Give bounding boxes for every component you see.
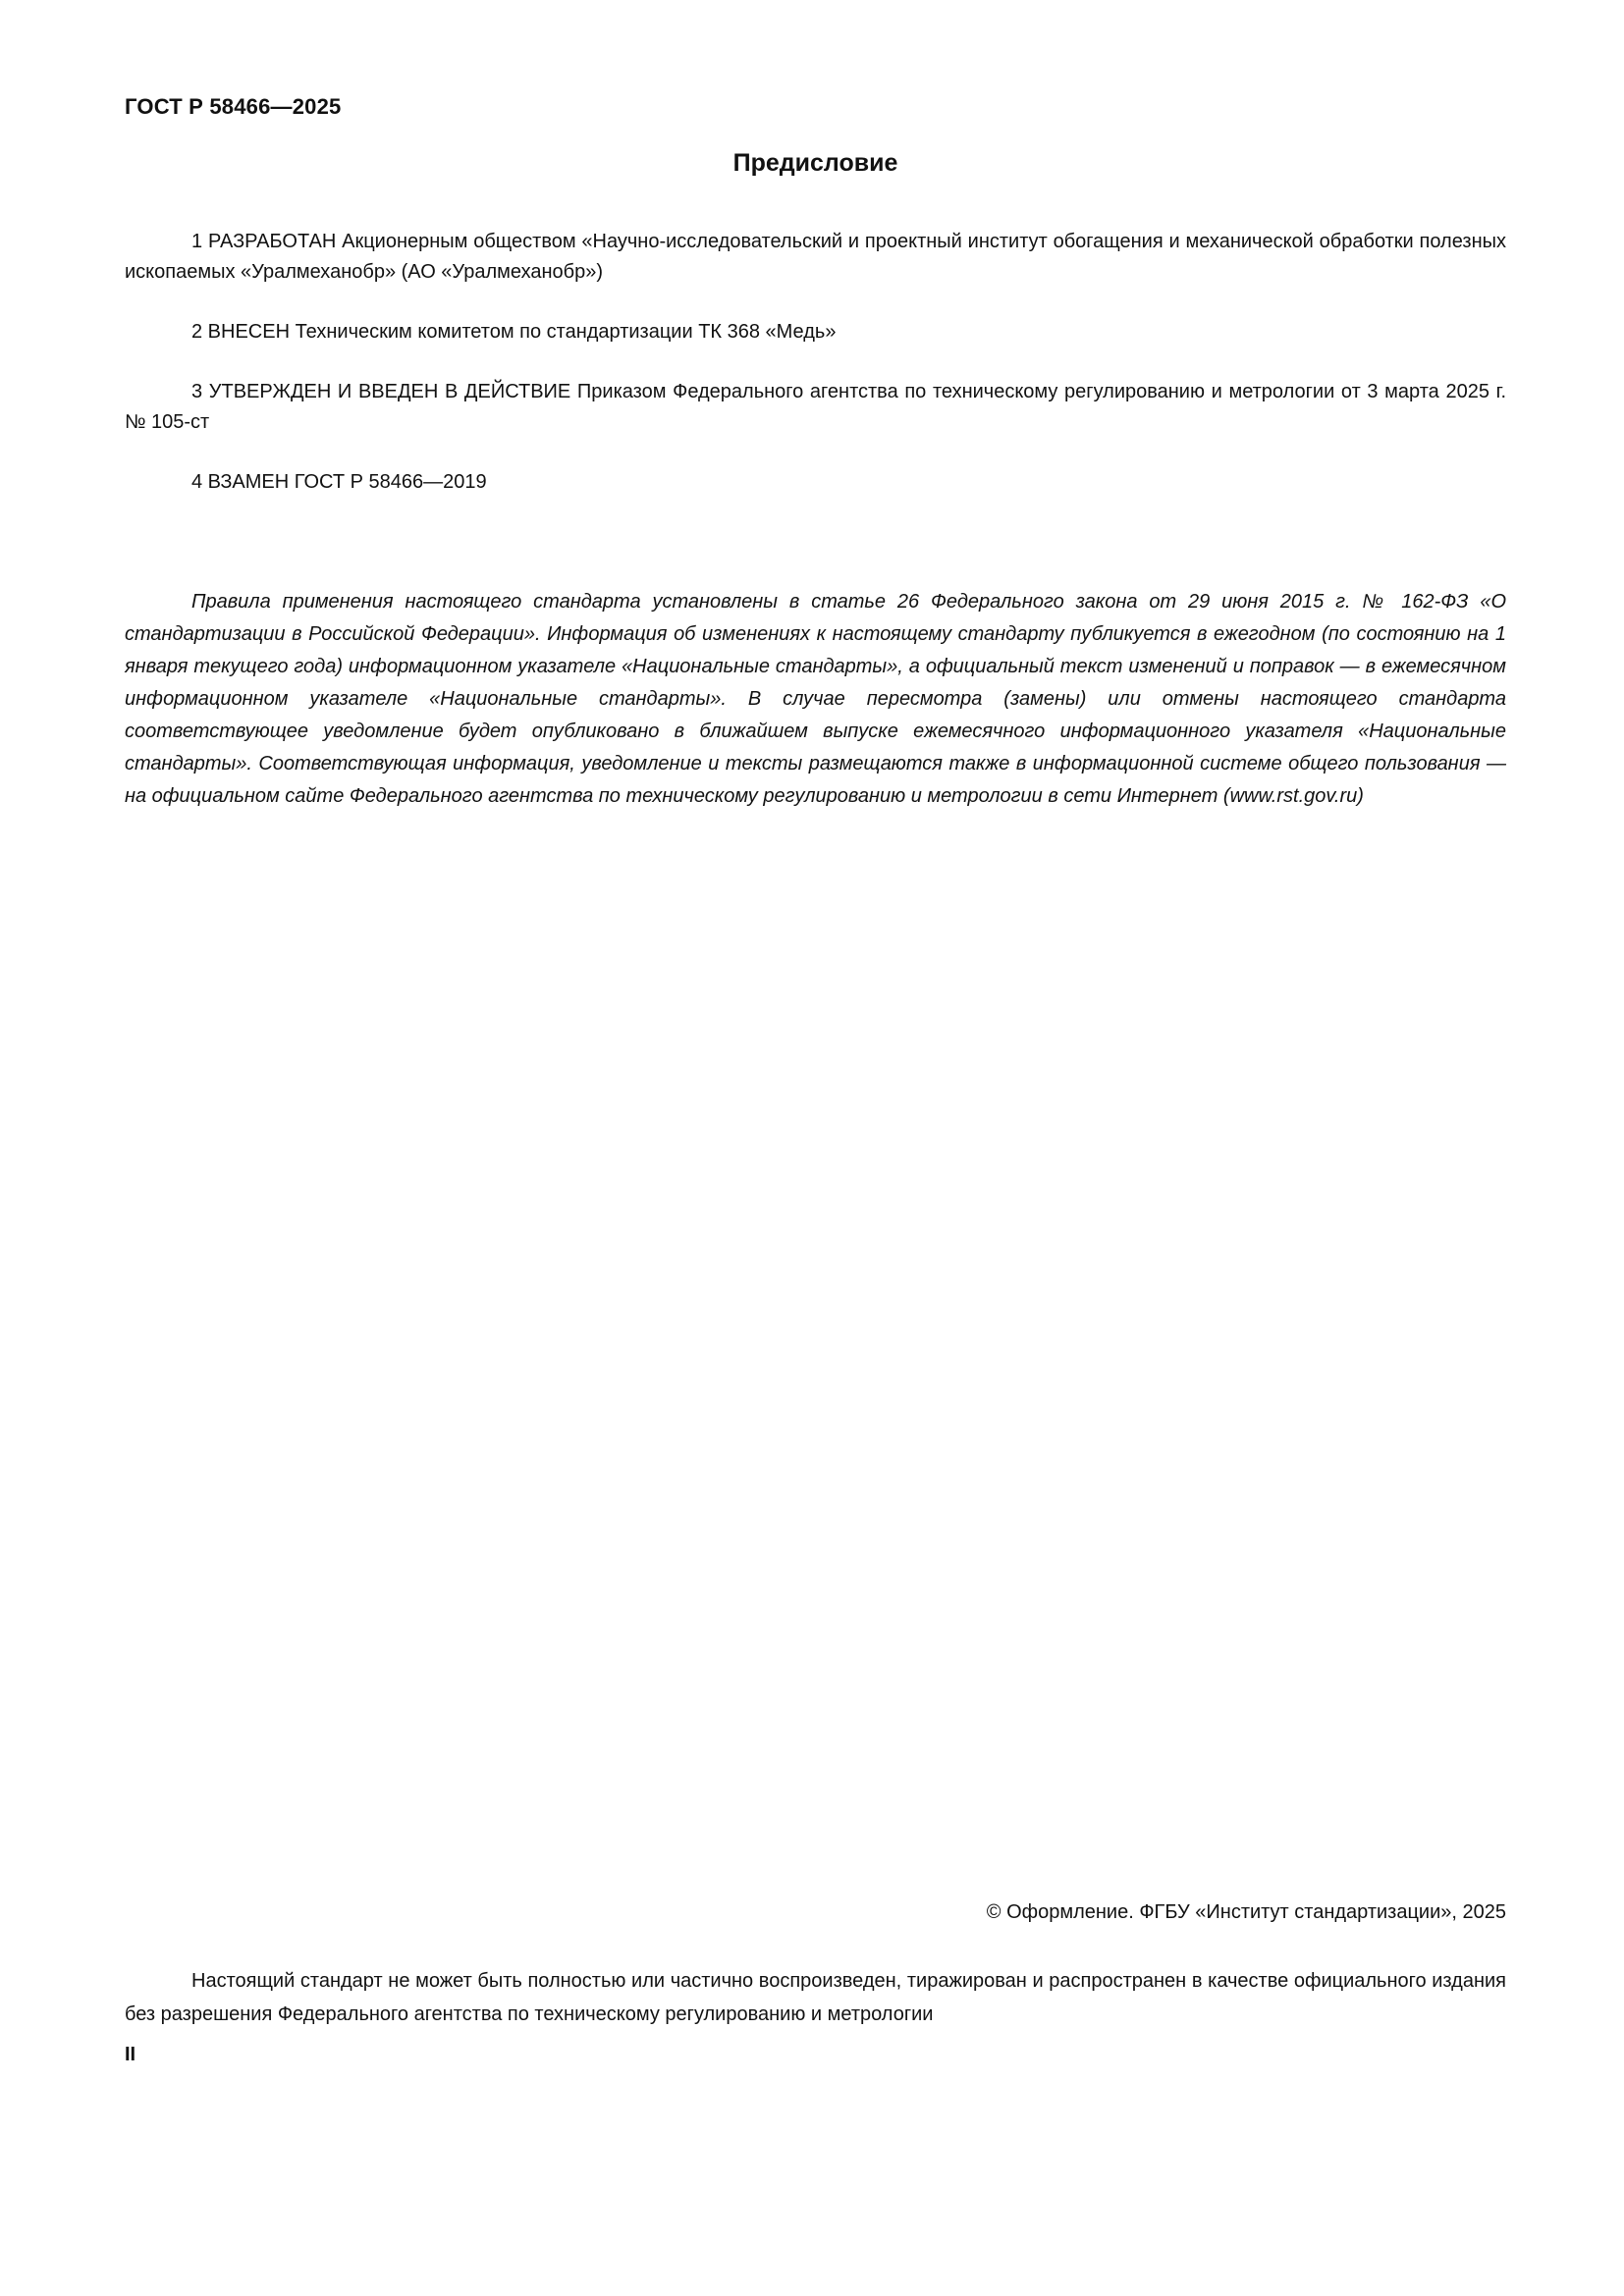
- page-title: Предисловие: [732, 149, 898, 177]
- page-number: II: [125, 2044, 136, 2065]
- document-code: ГОСТ Р 58466—2025: [125, 94, 342, 119]
- page-footer: [125, 1899, 1506, 2066]
- foreword-item-replaces: 4 ВЗАМЕН ГОСТ Р 58466—2019: [191, 471, 487, 493]
- foreword-item-developed: 1 РАЗРАБОТАН Акционерным обществом «Научно-исследовательский и проектный институт обогащения и механической обработки полезных ископаемых «Уралмеханобр» (АО «Уралмеханобр»): [125, 231, 1506, 283]
- foreword-item-approved: 3 УТВЕРЖДЕН И ВВЕДЕН В ДЕЙСТВИЕ Приказом Федерального агентства по техническому регулированию и метрологии от 3 марта 2025 г. № 105-ст: [125, 381, 1506, 433]
- copyright-line: © Оформление. ФГБУ «Институт стандартизации», 2025: [986, 1901, 1506, 1923]
- legal-notice: Правила применения настоящего стандарта установлены в статье 26 Федерального закона от 29 июня 2015 г. № 162-ФЗ «О стандартизации в Российской Федерации». Информация об изменениях к настоящему стандарту публикуется в ежегодном (по состоянию на 1 января текущего года) информационном указателе «Национальные стандарты», а официальный текст изменений и поправок — в ежемесячном информационном указателе «Национальные стандарты». В случае пересмотра (замены) или отмены настоящего стандарта соответствующее уведомление будет опубликовано в ближайшем выпуске ежемесячного информационного указателя «Национальные стандарты». Соответствующая информация, уведомление и тексты размещаются также в информационной системе общего пользования — на официальном сайте Федерального агентства по техническому регулированию и метрологии в сети Интернет (www.rst.gov.ru): [125, 591, 1506, 807]
- foreword-item-submitted: 2 ВНЕСЕН Техническим комитетом по стандартизации ТК 368 «Медь»: [191, 321, 837, 343]
- reproduction-notice: Настоящий стандарт не может быть полностью или частично воспроизведен, тиражирован и распространен в качестве официального издания без разрешения Федерального агентства по техническому регулированию и метрологии: [125, 1970, 1506, 2025]
